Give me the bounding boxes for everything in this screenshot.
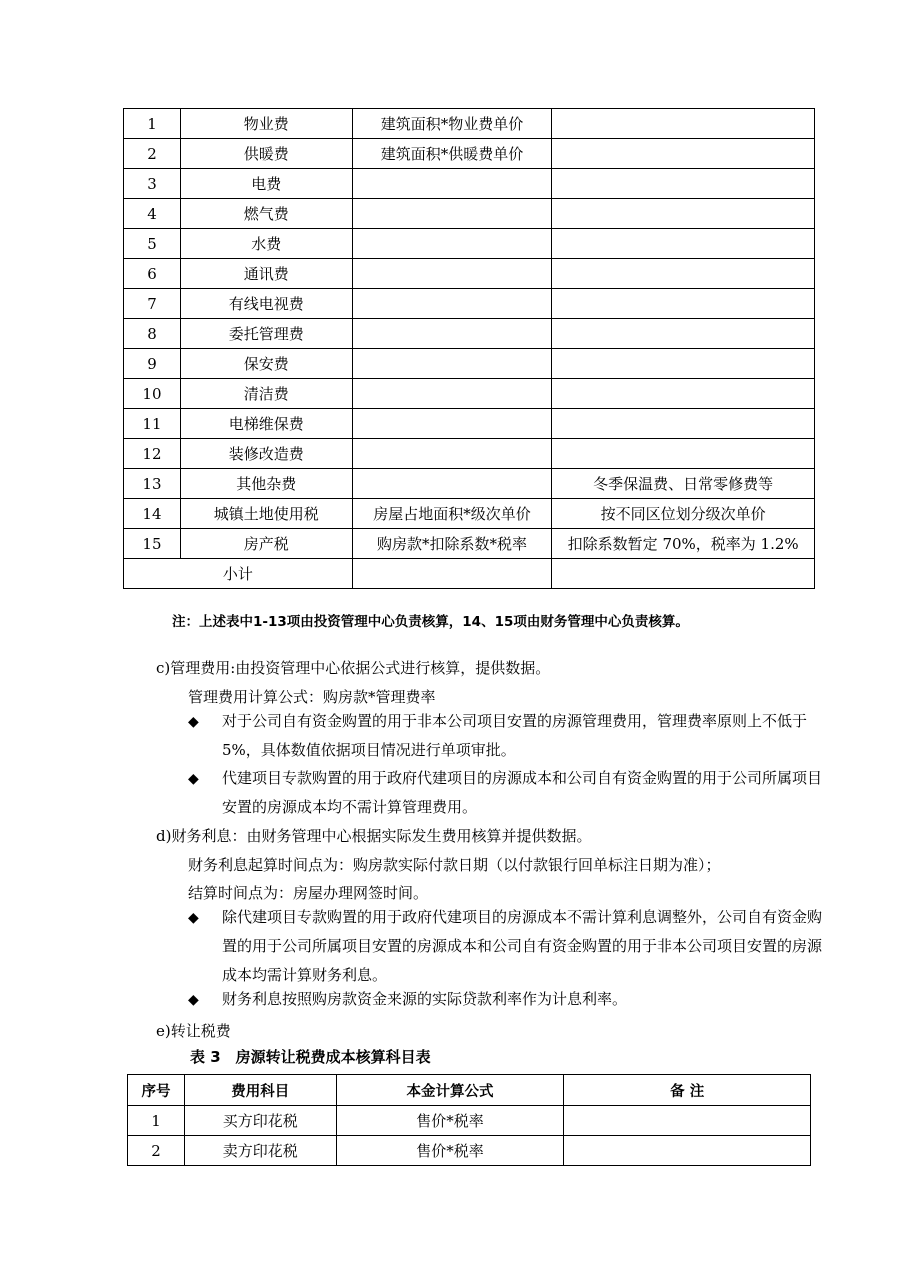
formula-cell: [352, 259, 552, 289]
row-number: 4: [124, 199, 181, 229]
table-row: [124, 289, 815, 319]
fee-item: 物业费: [180, 109, 352, 139]
table-row: [128, 1106, 811, 1136]
section-c-bullet-1: 对于公司自有资金购置的用于非本公司项目安置的房源管理费用，管理费率原则上不低于 5%，具体数值依据项目情况进行单项审批。: [222, 712, 808, 759]
row-number: 11: [124, 409, 181, 439]
table-row: [124, 349, 815, 379]
fee-item: 委托管理费: [180, 319, 352, 349]
row-number: 8: [124, 319, 181, 349]
row-number: 1: [124, 109, 181, 139]
table-row: [124, 499, 815, 529]
header-no: 序号: [128, 1075, 185, 1106]
fee-item: 城镇土地使用税: [180, 499, 352, 529]
remark-cell: [552, 409, 815, 439]
row-number: 10: [124, 379, 181, 409]
formula-cell: [352, 229, 552, 259]
subtotal-formula: [352, 559, 552, 589]
remark-cell: [564, 1106, 811, 1136]
remark-cell: 按不同区位划分级次单价: [552, 499, 815, 529]
formula-cell: [352, 199, 552, 229]
table-row: [124, 169, 815, 199]
section-d-heading: d)财务利息：由财务管理中心根据实际发生费用核算并提供数据。: [156, 827, 592, 845]
table-row: [124, 109, 815, 139]
formula-cell: 售价*税率: [336, 1106, 564, 1136]
row-number: 15: [124, 529, 181, 559]
remark-cell: 扣除系数暂定 70%，税率为 1.2%: [552, 529, 815, 559]
fee-item: 保安费: [180, 349, 352, 379]
diamond-bullet-icon: ◆: [188, 992, 199, 1008]
formula-cell: 购房款*扣除系数*税率: [352, 529, 552, 559]
formula-cell: 建筑面积*物业费单价: [352, 109, 552, 139]
table-header-row: [128, 1075, 811, 1106]
diamond-bullet-icon: ◆: [188, 910, 199, 926]
remark-cell: [552, 199, 815, 229]
row-number: 2: [124, 139, 181, 169]
section-c-heading: c)管理费用:由投资管理中心依据公式进行核算，提供数据。: [156, 659, 551, 677]
row-number: 12: [124, 439, 181, 469]
fee-item: 通讯费: [180, 259, 352, 289]
table-row: [128, 1136, 811, 1166]
fee-item: 装修改造费: [180, 439, 352, 469]
formula-cell: [352, 349, 552, 379]
remark-cell: [552, 289, 815, 319]
remark-cell: [552, 229, 815, 259]
formula-cell: 售价*税率: [336, 1136, 564, 1166]
formula-cell: 建筑面积*供暖费单价: [352, 139, 552, 169]
diamond-bullet-icon: ◆: [188, 714, 199, 730]
fee-item: 水费: [180, 229, 352, 259]
table-row: [124, 319, 815, 349]
table-row: [124, 259, 815, 289]
formula-cell: [352, 379, 552, 409]
section-c-formula: 管理费用计算公式：购房款*管理费率: [188, 688, 436, 706]
formula-cell: [352, 409, 552, 439]
subtotal-row: [124, 559, 815, 589]
remark-cell: [552, 349, 815, 379]
remark-cell: 冬季保温费、日常零修费等: [552, 469, 815, 499]
subtotal-remark: [552, 559, 815, 589]
formula-cell: 房屋占地面积*级次单价: [352, 499, 552, 529]
header-item: 费用科目: [184, 1075, 336, 1106]
table-row: [124, 409, 815, 439]
row-number: 5: [124, 229, 181, 259]
row-number: 14: [124, 499, 181, 529]
section-d-bullet-1: 除代建项目专款购置的用于政府代建项目的房源成本不需计算利息调整外，公司自有资金购置的用于公司所属项目安置的房源成本和公司自有资金购置的用于非本公司项目安置的房源成本均需计算财务利息。: [222, 908, 823, 984]
table-row: [124, 139, 815, 169]
row-number: 2: [128, 1136, 185, 1166]
formula-cell: [352, 469, 552, 499]
table-row: [124, 199, 815, 229]
table-row: [124, 229, 815, 259]
table-row: [124, 379, 815, 409]
cost-items-table-body: [124, 109, 815, 589]
remark-cell: [552, 319, 815, 349]
table3-caption: 表 3 房源转让税费成本核算科目表: [190, 1048, 431, 1066]
remark-cell: [552, 259, 815, 289]
section-d-line-1: 财务利息起算时间点为：购房款实际付款日期（以付款银行回单标注日期为准）；: [188, 856, 721, 874]
formula-cell: [352, 289, 552, 319]
fee-item: 供暖费: [180, 139, 352, 169]
row-number: 3: [124, 169, 181, 199]
remark-cell: [552, 169, 815, 199]
section-d-bullet-2: 财务利息按照购房款资金来源的实际贷款利率作为计息利率。: [222, 990, 628, 1008]
remark-cell: [552, 139, 815, 169]
remark-cell: [552, 109, 815, 139]
remark-cell: [564, 1136, 811, 1166]
formula-cell: [352, 169, 552, 199]
remark-cell: [552, 439, 815, 469]
formula-cell: [352, 439, 552, 469]
table-row: [124, 439, 815, 469]
diamond-bullet-icon: ◆: [188, 771, 199, 787]
table-row: [124, 529, 815, 559]
fee-item: 其他杂费: [180, 469, 352, 499]
fee-item: 燃气费: [180, 199, 352, 229]
fee-item: 清洁费: [180, 379, 352, 409]
header-formula: 本金计算公式: [336, 1075, 564, 1106]
header-remark: 备 注: [564, 1075, 811, 1106]
fee-item: 电费: [180, 169, 352, 199]
table-row: [124, 469, 815, 499]
section-e-heading: e)转让税费: [156, 1022, 231, 1040]
remark-cell: [552, 379, 815, 409]
fee-item: 卖方印花税: [184, 1136, 336, 1166]
section-d-line-2: 结算时间点为：房屋办理网签时间。: [188, 884, 429, 902]
row-number: 1: [128, 1106, 185, 1136]
formula-cell: [352, 319, 552, 349]
row-number: 13: [124, 469, 181, 499]
section-c-bullet-2: 代建项目专款购置的用于政府代建项目的房源成本和公司自有资金购置的用于公司所属项目安置的房源成本均不需计算管理费用。: [222, 769, 823, 816]
subtotal-label: 小计: [124, 559, 353, 589]
cost-items-table: [123, 108, 815, 589]
transfer-tax-table: [127, 1074, 811, 1166]
row-number: 6: [124, 259, 181, 289]
fee-item: 电梯维保费: [180, 409, 352, 439]
fee-item: 有线电视费: [180, 289, 352, 319]
fee-item: 房产税: [180, 529, 352, 559]
fee-item: 买方印花税: [184, 1106, 336, 1136]
row-number: 7: [124, 289, 181, 319]
table-note: 注：上述表中1-13项由投资管理中心负责核算，14、15项由财务管理中心负责核算。: [172, 614, 689, 630]
row-number: 9: [124, 349, 181, 379]
